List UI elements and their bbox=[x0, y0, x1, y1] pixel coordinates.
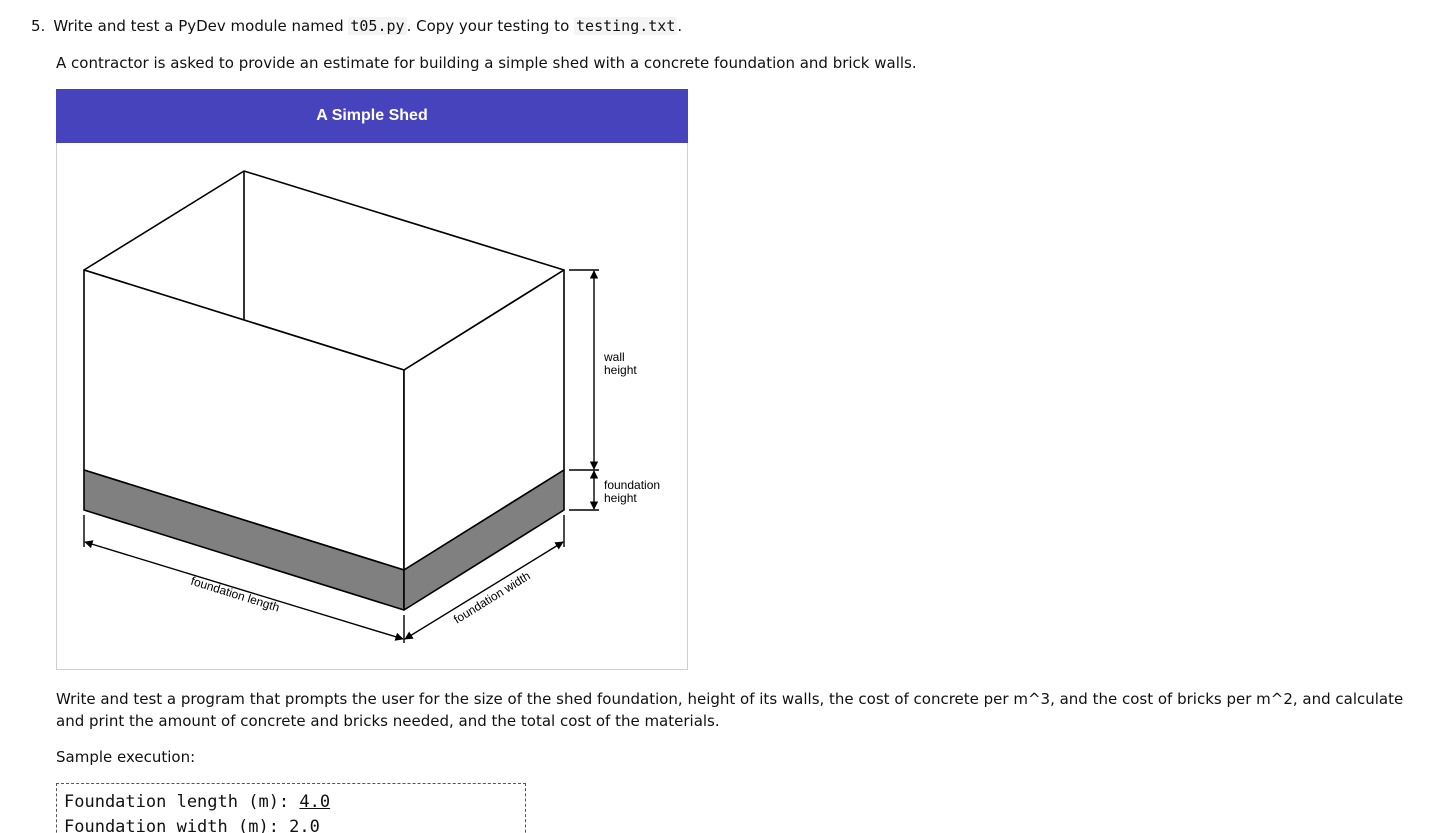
intro-paragraph: A contractor is asked to provide an estimate for building a simple shed with a concrete foundation and brick walls. bbox=[56, 54, 917, 72]
console-prompt: Foundation width (m): bbox=[64, 817, 290, 833]
console-line bbox=[64, 815, 518, 833]
foundation-height-label-1: foundation bbox=[604, 478, 661, 492]
console-line bbox=[64, 790, 518, 815]
shed-diagram bbox=[1, 1, 701, 681]
testing-file-name: testing.txt bbox=[576, 17, 676, 35]
wall-height-label-2: height bbox=[604, 363, 637, 377]
question-text-2: . Copy your testing to bbox=[406, 17, 575, 35]
sample-execution-label: Sample execution: bbox=[56, 748, 196, 766]
question-number: 5. bbox=[31, 17, 46, 35]
shed-figure bbox=[56, 89, 688, 670]
console-prompt: Foundation length (m): bbox=[64, 792, 300, 812]
module-name: t05.py bbox=[350, 17, 405, 35]
wall-height-label-1: wall bbox=[604, 350, 625, 364]
console-user-input: 4.0 bbox=[299, 792, 331, 812]
console-user-input: 2.0 bbox=[289, 817, 320, 833]
sample-console bbox=[56, 783, 526, 833]
figure-title: A Simple Shed bbox=[56, 89, 688, 143]
foundation-length-label: foundation length bbox=[189, 573, 282, 615]
foundation-height-label-2: height bbox=[604, 491, 637, 505]
question-text-3: . bbox=[677, 17, 683, 35]
foundation-width-label: foundation width bbox=[451, 568, 533, 627]
task-description: Write and test a program that prompts the user for the size of the shed foundation, height of its walls, the cost of concrete per m^3, and the cost of bricks per m^2, and calculate and print the amount of concrete and bricks needed, and the total cost of the materials. bbox=[56, 690, 1404, 730]
question-text-1: Write and test a PyDev module named bbox=[53, 17, 349, 35]
